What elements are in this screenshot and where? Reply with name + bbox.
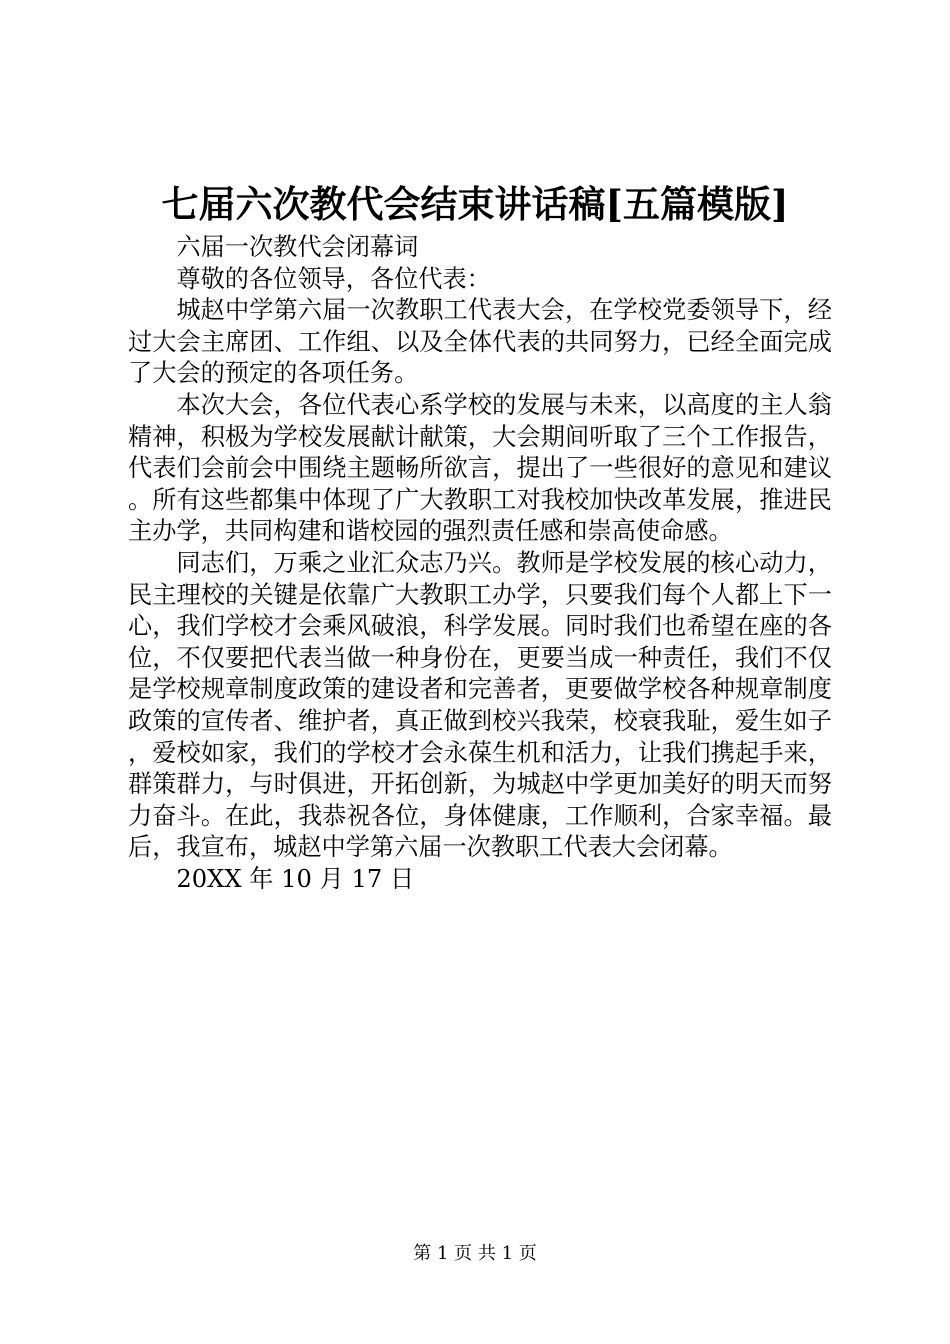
salutation: 尊敬的各位领导，各位代表： <box>176 264 491 293</box>
paragraph-1: 城赵中学第六届一次教职工代表大会，在学校党委领导下，经过大会主席团、工作组、以及全体代表的共同努力，已经全面完成了大会的预定的各项任务。 <box>128 296 832 388</box>
paragraph-3: 同志们，万乘之业汇众志乃兴。教师是学校发展的核心动力，民主理校的关键是依靠广大教职工办学，只要我们每个人都上下一心，我们学校才会乘风破浪，科学发展。同时我们也希望在座的各位，不仅要把代表当做一种身份在，更要当成一种责任，我们不仅是学校规章制度政策的建设者和完善者，更要做学校各种规章制度政策的宣传者、维护者，真正做到校兴我荣，校衰我耻，爱生如子，爱校如家，我们的学校才会永葆生机和活力，让我们携起手来，群策群力，与时俱进，开拓创新，为城赵中学更加美好的明天而努力奋斗。在此，我恭祝各位，身体健康，工作顺利，合家幸福。最后，我宣布，城赵中学第六届一次教职工代表大会闭幕。 <box>128 548 832 862</box>
document-title: 七届六次教代会结束讲话稿[五篇模版] <box>161 182 789 226</box>
document-subtitle: 六届一次教代会闭幕词 <box>176 233 419 261</box>
paragraph-2: 本次大会，各位代表心系学校的发展与未来，以高度的主人翁精神，积极为学校发展献计献策，大会期间听取了三个工作报告，代表们会前会中围绕主题畅所欲言，提出了一些很好的意见和建议。所有这些都集中体现了广大教职工对我校加快改革发展，推进民主办学，共同构建和谐校园的强烈责任感和崇高使命感。 <box>128 390 832 546</box>
document-body <box>128 232 832 895</box>
document-date: 20XX 年 10 月 17 日 <box>176 864 415 893</box>
page-number-footer: 第 1 页 共 1 页 <box>413 1243 537 1264</box>
